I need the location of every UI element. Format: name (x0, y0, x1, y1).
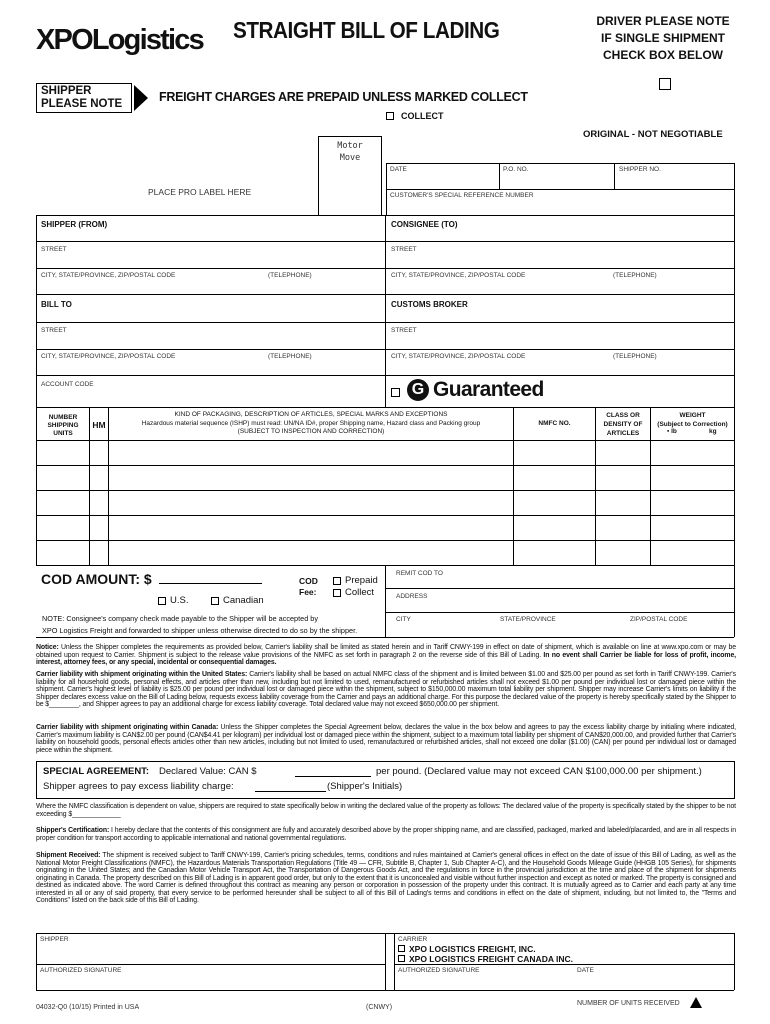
consignee-city-field[interactable]: CITY, STATE/PROVINCE, ZIP/POSTAL CODE (391, 272, 526, 279)
carrier-xpo-inc-label: XPO LOGISTICS FREIGHT, INC. (409, 944, 536, 954)
carrier-label: CARRIER (398, 936, 428, 943)
billto-street-field[interactable]: STREET (41, 327, 67, 334)
nmfc-value-blank[interactable]: _____________ (72, 810, 121, 818)
declared-value-blank[interactable]: ________ (49, 701, 79, 708)
remit-zip-field[interactable]: ZIP/POSTAL CODE (630, 616, 688, 623)
broker-telephone-field[interactable]: (TELEPHONE) (613, 353, 657, 360)
account-code-field[interactable]: ACCOUNT CODE (41, 381, 94, 388)
cod-canadian-checkbox[interactable] (211, 597, 219, 605)
guaranteed-label: Guaranteed (433, 378, 544, 401)
customs-broker-label: CUSTOMS BROKER (391, 300, 468, 309)
cod-us-label: U.S. (170, 595, 189, 606)
document-title: STRAIGHT BILL OF LADING (233, 17, 500, 43)
form-number: 04032-Q0 (10/15) Printed in USA (36, 1004, 140, 1011)
po-number-field[interactable]: P.O. NO. (503, 166, 529, 173)
special-declared-label: Declared Value: CAN $ (159, 766, 257, 777)
original-note: ORIGINAL - NOT NEGOTIABLE (583, 129, 723, 140)
freight-charges-note: FREIGHT CHARGES ARE PREPAID UNLESS MARKED COLLECT (159, 90, 528, 104)
cod-amount-input[interactable] (159, 583, 262, 584)
nmfc-column-header: NMFC NO. (538, 420, 571, 427)
cod-prepaid-checkbox[interactable] (333, 577, 341, 585)
weight-column-header: WEIGHT (Subject to Correction) (657, 412, 728, 428)
carrier-authorized-signature-field[interactable]: AUTHORIZED SIGNATURE (398, 967, 480, 974)
remit-address-field[interactable]: ADDRESS (396, 593, 428, 600)
remit-cod-to-field[interactable]: REMIT COD TO (396, 570, 443, 577)
shipper-initials-input[interactable] (255, 791, 326, 792)
units-column-header: NUMBER SHIPPING UNITS (47, 414, 79, 437)
units-received-label: NUMBER OF UNITS RECEIVED (577, 1000, 680, 1007)
shipper-from-label: SHIPPER (FROM) (41, 220, 108, 229)
carrier-xpo-canada-checkbox[interactable] (398, 955, 405, 962)
remit-city-field[interactable]: CITY (396, 616, 411, 623)
collect-label: COLLECT (401, 111, 444, 121)
arrow-right-icon (134, 85, 148, 111)
special-per-pound-label: per pound. (Declared value may not exceed CAN $100,000.00 per shipment.) (376, 766, 702, 777)
collect-checkbox[interactable] (386, 112, 394, 120)
triangle-up-icon (690, 997, 702, 1008)
certification-paragraph: Shipper's Certification: I hereby declare that the contents of this consignment are fully and accurately described above by the proper shipping name, and are classified, packaged, marked and labeled/placarded, and are in all respects in proper condition for transport according to applicable international and national governmental regulations. (36, 827, 736, 842)
hm-column-header: HM (92, 420, 106, 430)
driver-note: DRIVER PLEASE NOTE IF SINGLE SHIPMENT CHECK BOX BELOW (596, 14, 730, 62)
shipper-signature-label: SHIPPER (40, 936, 69, 943)
special-agreement-label: SPECIAL AGREEMENT: (43, 766, 150, 777)
notice-paragraph: Notice: Unless the Shipper completes the requirements as provided below, Carrier's liability shall be limited as stated herein and in Tariff CNWY-199 in effect on date of shipment, which is available on line at www.xpo.com or may be obtained upon request to Carrier. Shipment is subject to the release value provisions of the NMFC as set forth in paragraph 2 on the reverse side of this Bill of Lading. In no event shall Carrier be liable for loss of profit, income, interest, attorney fees, or any special, incidental or consequential damages. (36, 644, 736, 666)
remit-state-field[interactable]: STATE/PROVINCE (500, 616, 556, 623)
shipper-authorized-signature-field[interactable]: AUTHORIZED SIGNATURE (40, 967, 122, 974)
consignee-to-label: CONSIGNEE (TO) (391, 220, 458, 229)
date-field[interactable]: DATE (390, 166, 407, 173)
customer-reference-field[interactable]: CUSTOMER'S SPECIAL REFERENCE NUMBER (390, 192, 534, 199)
cod-note: NOTE: Consignee's company check made payable to the Shipper will be accepted by XPO Logistics Freight and forwarded to shipper unless otherwise directed to do so by the shipper. (42, 614, 358, 635)
cod-collect-label: Collect (345, 587, 375, 598)
weight-lb-option[interactable]: ▪ lb (667, 428, 677, 435)
broker-city-field[interactable]: CITY, STATE/PROVINCE, ZIP/POSTAL CODE (391, 353, 526, 360)
broker-street-field[interactable]: STREET (391, 327, 417, 334)
guaranteed-checkbox[interactable] (391, 388, 400, 397)
guaranteed-g-icon: G (407, 379, 429, 401)
special-declared-input[interactable] (295, 776, 371, 777)
cod-amount-label: COD AMOUNT: $ (41, 571, 152, 587)
us-liability-paragraph: Carrier liability with shipment originating within the United States: Carrier's liability shall be based on actual NMFC class of the shipment and is limited between $1.00 and $25.00 per pound as set forth in Tariff CNWY-199. Carrier's liability for all household goods, personal effects, and articles other than new, including but not limited to used, remanufactured or refurbished articles shall not exceed $1.00 per pound per individual lost or damaged piece within the shipment. Carrier's highest level of liability is $25.00 per pound per individual lost or damaged piece within the shipment, subject to $150,000.00 maximum total liability per shipment. Shipper may increase Carrier's limits on liability if the Shipper declares excess value on the Bill of Lading below, requests excess liability coverage from the Carrier and pays an additional charge. For this purpose the declared value of the property is hereby specifically stated by the Shipper to be $________, and Shipper agrees to pay an additional charge for excess liability coverage. Total declared value may not exceed $650,000.00 per shipment. (36, 671, 736, 708)
carrier-date-field[interactable]: DATE (577, 967, 594, 974)
weight-kg-option[interactable]: kg (709, 428, 717, 435)
form-code: (CNWY) (366, 1004, 393, 1011)
nmfc-paragraph: Where the NMFC classification is dependent on value, shippers are required to state specifically below in writing the declared value of the property as follows: The declared value of the property is specifically stated by the shipper to be not exceeding $_____________ (36, 803, 736, 818)
bill-to-label: BILL TO (41, 300, 72, 309)
billto-telephone-field[interactable]: (TELEPHONE) (268, 353, 312, 360)
special-agree-label: Shipper agrees to pay excess liability charge: (43, 781, 234, 792)
shipper-initials-label: (Shipper's Initials) (327, 781, 403, 792)
canada-liability-paragraph: Carrier liability with shipment originating within Canada: Unless the Shipper completes the Special Agreement below, declares the value in the box below and agrees to pay the excess liability charge by initialing where indicated, Carrier's maximum liability is CAN$2.00 per pound (CAN$4.41 per kilogram) per individual lost or damaged piece within the shipment, subject to a maximum total liability per shipment of CAN$20,000.00, and provided further that Carrier's liability on household goods, personal effects articles other than new articles, including but not limited to used, remanufactured or refurbished articles, shall not exceed one dollar ($1.00) (CAN) per pound per individual lost or damaged piece within the shipment. (36, 724, 737, 754)
shipper-telephone-field[interactable]: (TELEPHONE) (268, 272, 312, 279)
cod-fee-label: COD Fee: (299, 576, 318, 597)
shipper-street-field[interactable]: STREET (41, 246, 67, 253)
company-logo: XPOLogistics (36, 24, 203, 56)
pro-label-placeholder: PLACE PRO LABEL HERE (148, 187, 252, 197)
class-column-header: CLASS OR DENSITY OF ARTICLES (603, 412, 643, 437)
motor-move-label: Motor Move (337, 141, 363, 163)
consignee-telephone-field[interactable]: (TELEPHONE) (613, 272, 657, 279)
billto-city-field[interactable]: CITY, STATE/PROVINCE, ZIP/POSTAL CODE (41, 353, 176, 360)
cod-collect-checkbox[interactable] (333, 589, 341, 597)
shipment-received-paragraph: Shipment Received: The shipment is received subject to Tariff CNWY-199, Carrier's pricing schedules, terms, conditions and rules maintained at Carrier's general offices in effect on the date of issue of this Bill of Lading, as well as the National Motor Freight Classifications (NMFC), the Hazardous Materials Transportation Regulations (Title 49 — CFR, Subtitle B, Chapter 1, Sub Chapter A-C), and the Household Goods Mileage Guide (HHGB 105 Series), for shipments originating in the United States; and the Canadian Motor Vehicle Transport Act, the Transportation of Dangerous Goods Act, and the regulations in force in the provincial jurisdiction at the time and place of the shipment for shipments originating in Canada. The property described on this Bill of Lading is in apparent good order, but only to the extent that it is unconcealed and visible without further inspection and except as noted or marked. The property is consigned and destined as indicated above. The word Carrier is defined throughout this contract as meaning any person or corporation in possession of the property under this contract. It is mutually agreed as to Carrier and each party at any time interested in all or any of said property, that every service to be performed hereunder shall be subject to all of this Bill of Lading's terms and conditions in effect on the date of shipment, including, but not limited to, the "Terms and Conditions" listed on the back side of this Bill of Lading. (36, 852, 736, 904)
cod-us-checkbox[interactable] (158, 597, 166, 605)
single-shipment-checkbox[interactable] (659, 78, 671, 90)
shipper-note-label: SHIPPER PLEASE NOTE (41, 85, 123, 110)
description-column-header: KIND OF PACKAGING, DESCRIPTION OF ARTICLES, SPECIAL MARKS AND EXCEPTIONS Hazardous material sequence (ISHP) must read: UN/NA ID#, proper Shipping name, Hazard class and Packing group (SUBJECT TO INSPECTION AND CORRECTION) (141, 411, 481, 435)
shipper-city-field[interactable]: CITY, STATE/PROVINCE, ZIP/POSTAL CODE (41, 272, 176, 279)
carrier-xpo-inc-checkbox[interactable] (398, 945, 405, 952)
cod-canadian-label: Canadian (223, 595, 264, 606)
cod-prepaid-label: Prepaid (345, 575, 378, 586)
shipper-number-field[interactable]: SHIPPER NO. (619, 166, 661, 173)
consignee-street-field[interactable]: STREET (391, 246, 417, 253)
carrier-xpo-canada-label: XPO LOGISTICS FREIGHT CANADA INC. (409, 954, 574, 964)
